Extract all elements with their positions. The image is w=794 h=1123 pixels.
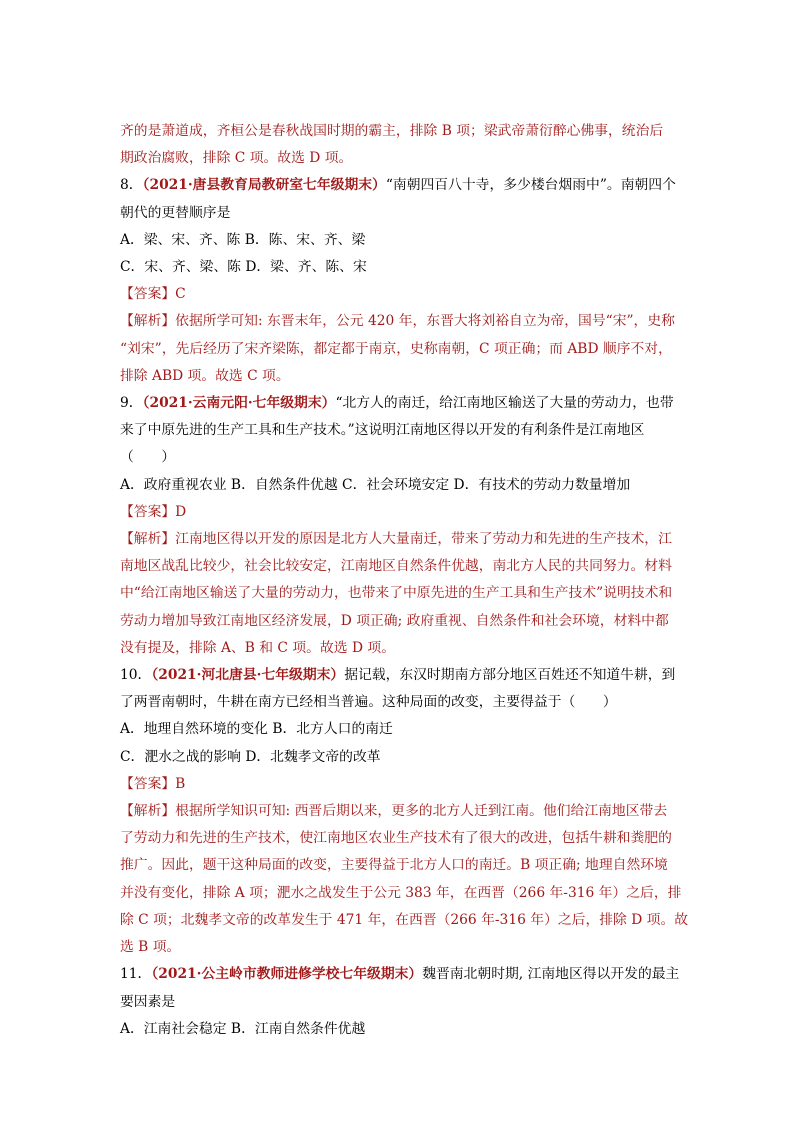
question-stem-line: 了两晋南朝时，牛耕在南方已经相当普遍。这种局面的改变，主要得益于（ ） bbox=[120, 694, 617, 711]
question-text: 据记载，东汉时期南方部分地区百姓还不知道牛耕，到 bbox=[344, 667, 676, 684]
question-stem-line: 朝代的更替顺序是 bbox=[120, 204, 231, 221]
option-line: C．宋、齐、梁、陈 D．梁、齐、陈、宋 bbox=[120, 259, 367, 276]
analysis-line: 【解析】依据所学可知: 东晋末年，公元 420 年，东晋大将刘裕自立为帝，国号“宋”，史称 bbox=[120, 313, 675, 330]
question-stem-line: （ ） bbox=[120, 449, 176, 466]
analysis-line: 【解析】江南地区得以开发的原因是北方人大量南迁，带来了劳动力和先进的生产技术，江 bbox=[120, 531, 672, 548]
analysis-line: 排除 ABD 项。故选 C 项。 bbox=[120, 367, 290, 384]
question-stem-line bbox=[120, 662, 680, 689]
question-text: “北方人的南迁，给江南地区输送了大量的劳动力，也带 bbox=[335, 395, 674, 412]
answer-line: 【答案】B bbox=[120, 775, 186, 792]
question-source: （2021·唐县教育局教研室七年级期末） bbox=[142, 177, 386, 194]
analysis-line: “刘宋”，先后经历了宋齐梁陈，都定都于南京，史称南朝，C 项正确；而 ABD 顺序不对， bbox=[120, 340, 672, 357]
analysis-line: 并没有变化，排除 A 项；淝水之战发生于公元 383 年，在西晋（266 年-316 年）之后，排 bbox=[120, 884, 682, 901]
analysis-line: 没有提及，排除 A、B 和 C 项。故选 D 项。 bbox=[120, 639, 395, 656]
option-line: A．梁、宋、齐、陈 B．陈、宋、齐、梁 bbox=[120, 231, 366, 248]
analysis-line: 选 B 项。 bbox=[120, 939, 181, 956]
analysis-line: 南地区战乱比较少，社会比较安定，江南地区自然条件优越，南北方人民的共同努力。材料 bbox=[120, 558, 672, 575]
question-9 bbox=[120, 390, 680, 662]
option-line: A．政府重视农业 B．自然条件优越 C．社会环境安定 D．有技术的劳动力数量增加 bbox=[120, 476, 631, 493]
question-stem-line bbox=[120, 390, 680, 417]
question-text: 魏晋南北朝时期, 江南地区得以开发的最主 bbox=[422, 966, 680, 983]
answer-line: 【答案】D bbox=[120, 503, 187, 520]
question-number: 8． bbox=[120, 177, 143, 194]
analysis-line: 推广。因此，题干这种局面的改变，主要得益于北方人口的南迁。B 项正确; 地理自然环境 bbox=[120, 857, 668, 874]
analysis-line: 除 C 项；北魏孝文帝的改革发生于 471 年，在西晋（266 年-316 年）之后，排除 D 项。故 bbox=[120, 911, 689, 928]
option-line: C．淝水之战的影响 D．北魏孝文帝的改革 bbox=[120, 748, 381, 765]
question-source: （2021·云南元阳·七年级期末） bbox=[142, 395, 336, 412]
question-source: （2021·公主岭市教师进修学校七年级期末） bbox=[151, 966, 423, 983]
analysis-line: 【解析】根据所学知识可知: 西晋后期以来，更多的北方人迁到江南。他们给江南地区带去 bbox=[120, 803, 668, 820]
question-stem-line: 要因素是 bbox=[120, 993, 176, 1010]
question-number: 11． bbox=[120, 966, 152, 983]
question-number: 9． bbox=[120, 395, 143, 412]
analysis-line: 了劳动力和先进的生产技术，使江南地区农业生产技术有了很大的改进，包括牛耕和粪肥的 bbox=[120, 830, 672, 847]
option-line: A．地理自然环境的变化 B．北方人口的南迁 bbox=[120, 721, 393, 738]
document-content bbox=[120, 118, 689, 1043]
carryover-line: 齐的是萧道成，齐桓公是春秋战国时期的霸主，排除 B 项；梁武帝萧衍醉心佛事，统治后 bbox=[120, 123, 664, 139]
question-10 bbox=[120, 662, 689, 961]
question-8 bbox=[120, 172, 680, 390]
question-stem-line bbox=[120, 172, 680, 199]
analysis-line: 中“给江南地区输送了大量的劳动力，也带来了中原先进的生产工具和生产技术”说明技术和 bbox=[120, 585, 673, 602]
question-stem-line: 来了中原先进的生产工具和生产技术。”这说明江南地区得以开发的有利条件是江南地区 bbox=[120, 422, 645, 439]
carryover-line: 期政治腐败，排除 C 项。故选 D 项。 bbox=[120, 150, 353, 167]
analysis-line: 劳动力增加导致江南地区经济发展，D 项正确; 政府重视、自然条件和社会环境，材料中都 bbox=[120, 612, 669, 629]
question-11 bbox=[120, 961, 680, 1043]
answer-line: 【答案】C bbox=[120, 286, 186, 303]
question-number: 10． bbox=[120, 667, 152, 684]
question-stem-line bbox=[120, 961, 680, 988]
option-line: A．江南社会稳定 B．江南自然条件优越 bbox=[120, 1020, 366, 1037]
question-source: （2021·河北唐县·七年级期末） bbox=[151, 667, 345, 684]
question-text: “南朝四百八十寺，多少楼台烟雨中”。南朝四个 bbox=[385, 177, 676, 194]
